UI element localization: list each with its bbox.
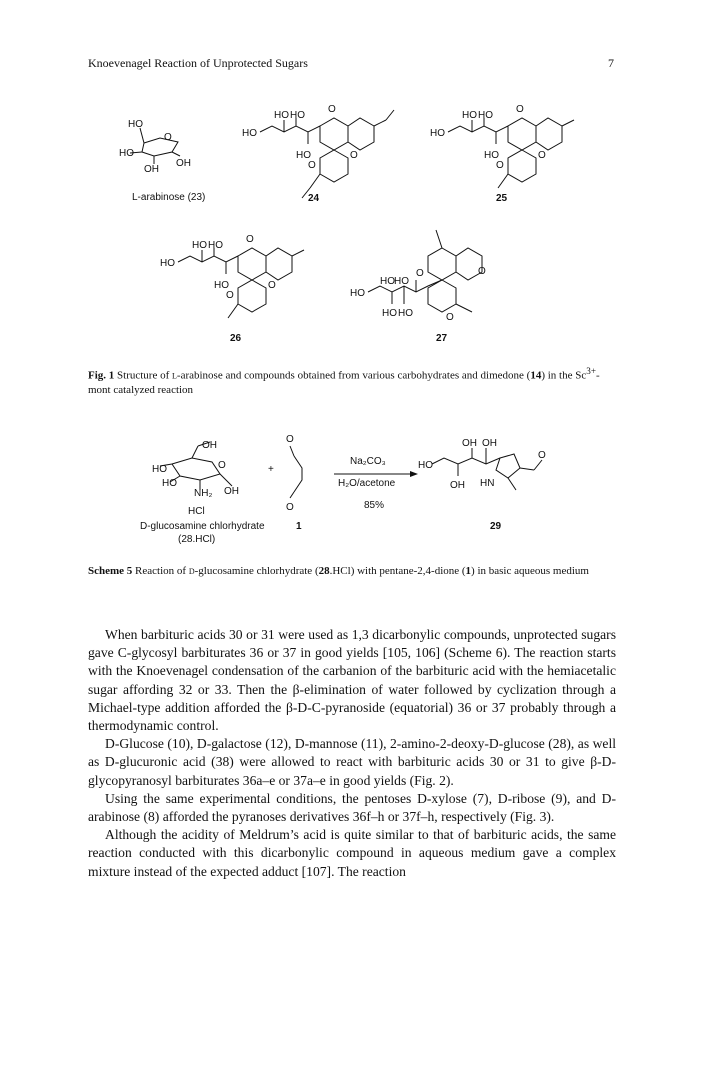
label-arabinose: L-arabinose (23) — [132, 192, 206, 203]
atom-label-ho: HO — [214, 280, 229, 291]
atom-label-ho: HO — [478, 110, 493, 121]
caption-text: l — [172, 369, 177, 382]
caption-text: Reaction of — [135, 565, 189, 577]
atom-label-ho: HO — [296, 150, 311, 161]
scheme-5-graphic — [88, 428, 628, 556]
reaction-arrow — [334, 456, 418, 511]
atom-label-oh: OH — [144, 164, 159, 175]
paragraph: D-Glucose (10), D-galactose (12), D-mannose (11), 2-amino-2-deoxy-D-glucose (28), as well as D-glucuronic acid (38) were allowed to react with barbituric acids 30 or 31 to give β-D-glycopyranosyl barbiturates 36a–e or 37a–e in good yields (Fig. 2). — [88, 736, 616, 788]
atom-label-ho: HO — [242, 128, 257, 139]
compound-24-structure — [242, 104, 394, 204]
label-compound-25: 25 — [496, 193, 508, 204]
reagent-label: Na₂CO₃ — [350, 456, 386, 467]
atom-label-o: O — [416, 268, 424, 279]
atom-label-oh: OH — [176, 158, 191, 169]
yield-label: 85% — [364, 500, 385, 511]
atom-label-o: O — [226, 290, 234, 301]
running-title: Knoevenagel Reaction of Unprotected Sugars — [88, 56, 308, 70]
paragraph: When barbituric acids 30 or 31 were used as 1,3 dicarbonylic compounds, unprotected sugars gave C-glycosyl barbiturates 36 or 37 in good yields [105, 106] (Scheme 6). The reaction starts with the Knoevenagel condensation of the carbanion of the barbituric acid with the hemiacetalic sugar affording 32 or 33. Then the β-elimination of water followed by cyclization through a Michael-type addition afforded the β-D-C-pyranoside (equatorial) 36 or 37 probably through a thermodynamic control. — [88, 627, 616, 734]
caption-text: -glucosamine chlorhydrate ( — [194, 565, 319, 577]
solvent-label: H₂O/acetone — [338, 478, 396, 489]
atom-label-o: O — [350, 150, 358, 161]
paragraph: Although the acidity of Meldrum’s acid is quite similar to that of barbituric acids, the same reaction conducted with this dicarbonylic compound in aqueous medium gave a complex mixture instead of the expected adduct [107]. The reaction — [88, 827, 616, 879]
caption-text: ) in the Sc — [541, 369, 587, 382]
atom-label-o: O — [286, 502, 294, 513]
running-head — [88, 56, 614, 72]
atom-label-o: O — [538, 450, 546, 461]
atom-label-ho: HO — [398, 308, 413, 319]
atom-label-o: O — [446, 312, 454, 323]
arabinose-structure — [119, 119, 205, 203]
atom-label-oh: OH — [224, 486, 239, 497]
caption-text: d — [188, 565, 195, 577]
compound-29-structure — [418, 438, 546, 532]
compound-25-structure — [430, 104, 574, 204]
plus-sign: + — [268, 464, 274, 475]
atom-label-ho: HO — [192, 240, 207, 251]
scheme-5-caption — [88, 564, 616, 578]
caption-compound-ref: 14 — [530, 369, 542, 382]
label-glucosamine: D-glucosamine chlorhydrate — [140, 521, 265, 532]
atom-label-oh: OH — [482, 438, 497, 449]
label-compound-26: 26 — [230, 333, 242, 344]
body-text — [88, 626, 616, 881]
caption-text: .HCl) with pentane-2,4-dione ( — [329, 565, 466, 577]
label-compound-29: 29 — [490, 521, 502, 532]
atom-label-ho: HO — [350, 288, 365, 299]
caption-compound-ref: 28 — [318, 565, 330, 577]
compound-26-structure — [160, 234, 304, 344]
pentanedione-structure — [286, 434, 302, 532]
caption-text: Structure of — [117, 369, 173, 382]
atom-label-ho: HO — [418, 460, 433, 471]
figure-1-structures — [88, 96, 628, 356]
atom-label-oh: OH — [462, 438, 477, 449]
atom-label-ho: HO — [290, 110, 305, 121]
atom-label-ho: HO — [152, 464, 167, 475]
figure-1-caption — [88, 364, 616, 397]
glucosamine-structure — [140, 440, 265, 545]
caption-compound-ref: 1 — [465, 565, 472, 577]
label-compound-24: 24 — [308, 193, 320, 204]
atom-label-o: O — [328, 104, 336, 115]
caption-label: Scheme 5 — [88, 565, 133, 577]
atom-label-ho: HO — [382, 308, 397, 319]
salt-label: HCl — [188, 506, 205, 517]
atom-label-o: O — [308, 160, 316, 171]
atom-label-o: O — [516, 104, 524, 115]
atom-label-o: O — [478, 266, 486, 277]
atom-label-ho: HO — [484, 150, 499, 161]
atom-label-o: O — [268, 280, 276, 291]
atom-label-ho: HO — [394, 276, 409, 287]
caption-text: -arabinose and compounds obtained from various carbohydrates and dimedone ( — [176, 369, 531, 382]
atom-label-ho: HO — [462, 110, 477, 121]
label-compound-1: 1 — [296, 521, 302, 532]
atom-label-hn: HN — [480, 478, 495, 489]
caption-text: ) in basic aqueous medium — [471, 565, 589, 577]
atom-label-ho: HO — [274, 110, 289, 121]
atom-label-nh2: NH₂ — [194, 488, 213, 499]
atom-label-ho: HO — [208, 240, 223, 251]
atom-label-oh: OH — [202, 440, 217, 451]
atom-label-o: O — [164, 132, 172, 143]
label-compound-28: (28.HCl) — [178, 534, 216, 545]
atom-label-oh: OH — [450, 480, 465, 491]
compound-27-structure — [350, 230, 486, 344]
atom-label-o: O — [246, 234, 254, 245]
page-number: 7 — [608, 56, 614, 70]
atom-label-ho: HO — [430, 128, 445, 139]
atom-label-ho: HO — [380, 276, 395, 287]
atom-label-o: O — [286, 434, 294, 445]
atom-label-ho: HO — [119, 148, 134, 159]
caption-label: Fig. 1 — [88, 369, 115, 382]
caption-superscript: 3+ — [586, 366, 596, 376]
label-compound-27: 27 — [436, 333, 448, 344]
atom-label-o: O — [496, 160, 504, 171]
atom-label-ho: HO — [162, 478, 177, 489]
atom-label-ho: HO — [160, 258, 175, 269]
atom-label-o: O — [538, 150, 546, 161]
atom-label-ho: HO — [128, 119, 143, 130]
caption-text: -mont catalyzed reaction — [88, 369, 600, 396]
paragraph: Using the same experimental conditions, the pentoses D-xylose (7), D-ribose (9), and D-arabinose (8) afforded the pyranoses derivatives 36f–h or 37f–h, respectively (Fig. 3). — [88, 790, 616, 825]
atom-label-o: O — [218, 460, 226, 471]
